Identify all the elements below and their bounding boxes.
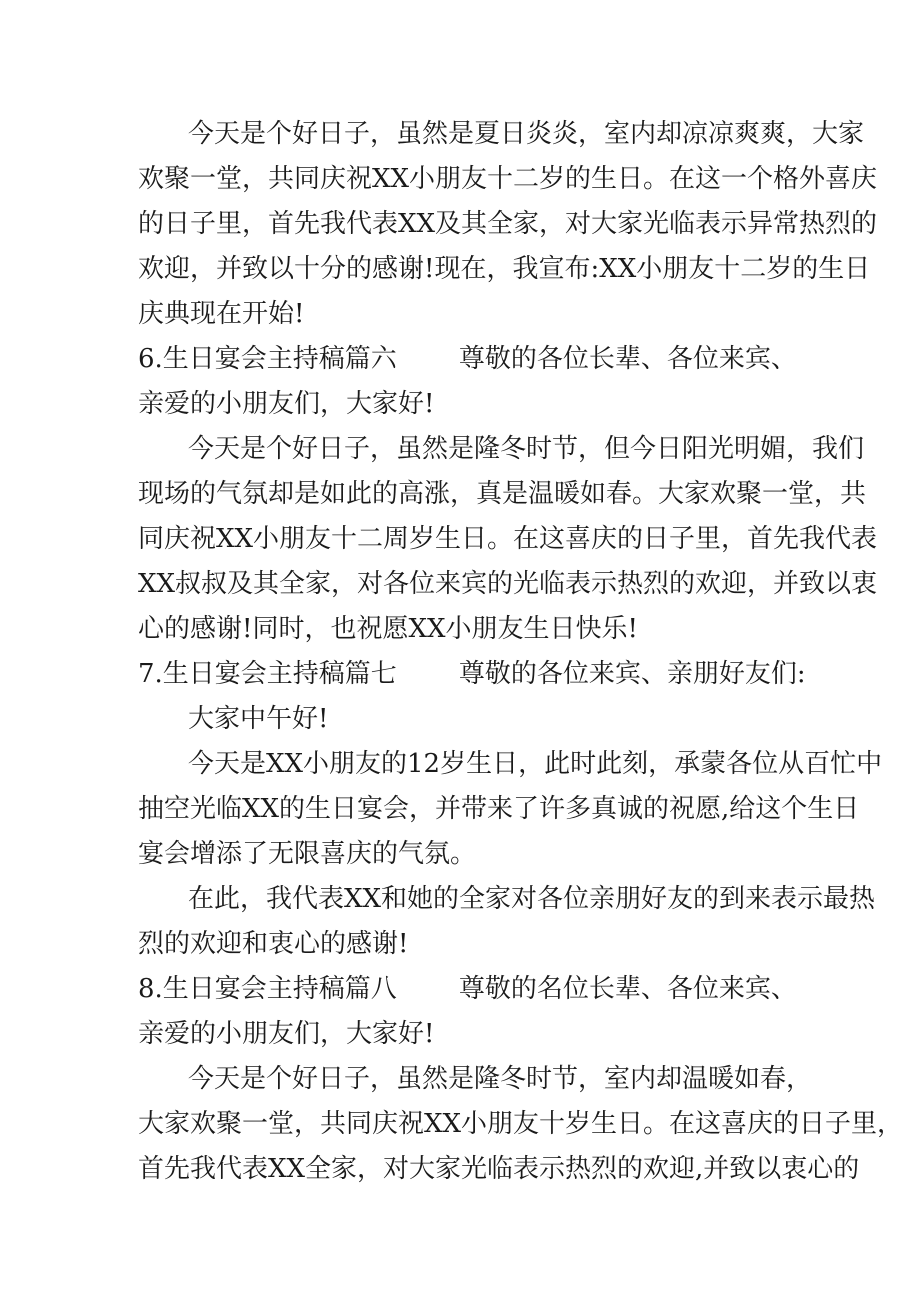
paragraph-line: 烈的欢迎和衷心的感谢!: [138, 929, 409, 959]
heading-title: .生日宴会主持稿篇六: [154, 344, 397, 374]
paragraph-line: 今天是个好日子，虽然是隆冬时节，但今日阳光明媚，我们: [188, 434, 865, 464]
heading-line: [138, 967, 797, 1012]
document-page: [138, 112, 904, 1192]
heading-greeting: 尊敬的各位长辈、各位来宾、: [458, 344, 797, 374]
heading-greeting: 尊敬的名位长辈、各位来宾、: [458, 974, 797, 1004]
paragraph-line: 宴会增添了无限喜庆的气氛。: [138, 839, 477, 869]
paragraph-line: XX叔叔及其全家，对各位来宾的光临表示热烈的欢迎，并致以衷: [138, 569, 878, 599]
paragraph-line: 欢迎，并致以十分的感谢!现在，我宣布:XX小朋友十二岁的生日: [138, 254, 871, 284]
heading-number: 8: [138, 974, 155, 1004]
heading-continuation: 亲爱的小朋友们，大家好!: [138, 389, 435, 419]
section-heading: [138, 967, 797, 1057]
paragraph-line: 同庆祝XX小朋友十二周岁生日。在这喜庆的日子里，首先我代表: [138, 524, 878, 554]
heading-continuation: 亲爱的小朋友们，大家好!: [138, 1019, 435, 1049]
heading-line: [138, 337, 797, 382]
body-paragraph: [138, 877, 876, 967]
heading-number: 6: [138, 344, 155, 374]
paragraph-line: 现场的气氛却是如此的高涨，真是温暖如春。大家欢聚一堂，共: [138, 479, 867, 509]
paragraph-line: 今天是XX小朋友的12岁生日，此时此刻，承蒙各位从百忙中: [188, 749, 883, 779]
paragraph-line: 今天是个好日子，虽然是夏日炎炎，室内却凉凉爽爽，大家: [188, 119, 865, 149]
heading-greeting: 尊敬的各位来宾、亲朋好友们:: [458, 659, 806, 689]
paragraph-line: 的日子里，首先我代表XX及其全家，对大家光临表示异常热烈的: [138, 209, 878, 239]
heading-title: .生日宴会主持稿篇八: [154, 974, 397, 1004]
body-paragraph: [138, 742, 883, 877]
body-paragraph: [138, 112, 878, 337]
paragraph-line: 今天是个好日子，虽然是隆冬时节，室内却温暖如春，: [188, 1064, 813, 1094]
paragraph-line: 大家欢聚一堂，共同庆祝XX小朋友十岁生日。在这喜庆的日子里，: [138, 1109, 904, 1139]
paragraph-line: 首先我代表XX全家，对大家光临表示热烈的欢迎,并致以衷心的: [138, 1154, 860, 1184]
section-heading: [138, 652, 806, 697]
body-paragraph: [138, 1057, 904, 1192]
paragraph-line: 欢聚一堂，共同庆祝XX小朋友十二岁的生日。在这一个格外喜庆: [138, 164, 878, 194]
paragraph-line: 大家中午好!: [188, 704, 329, 734]
paragraph-line: 庆典现在开始!: [138, 299, 305, 329]
body-paragraph: [138, 697, 790, 742]
body-paragraph: [138, 427, 878, 652]
paragraph-line: 抽空光临XX的生日宴会，并带来了许多真诚的祝愿,给这个生日: [138, 794, 860, 824]
paragraph-line: 在此，我代表XX和她的全家对各位亲朋好友的到来表示最热: [188, 884, 876, 914]
heading-number: 7: [138, 659, 155, 689]
heading-title: .生日宴会主持稿篇七: [154, 659, 397, 689]
paragraph-line: 心的感谢!同时，也祝愿XX小朋友生日快乐!: [138, 614, 638, 644]
heading-line: [138, 652, 806, 697]
section-heading: [138, 337, 797, 427]
